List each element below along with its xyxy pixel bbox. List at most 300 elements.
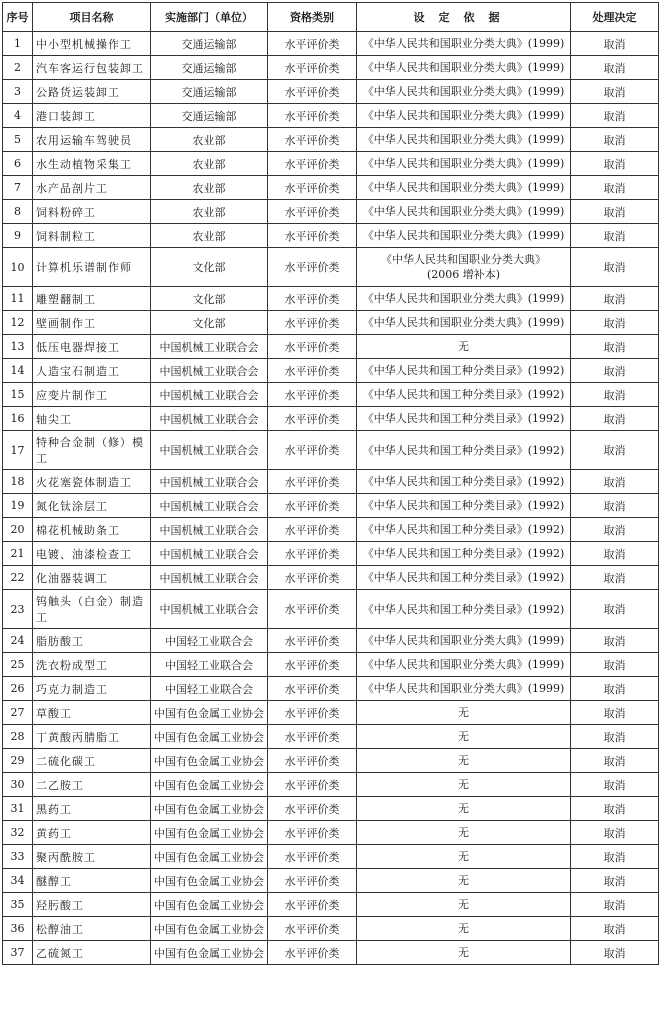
basis-text: 《中华人民共和国职业分类大典》(1999) (362, 133, 565, 146)
cell-qualification-type: 水平评价类 (268, 917, 357, 941)
cell-qualification-type: 水平评价类 (268, 311, 357, 335)
cell-basis (357, 407, 571, 431)
table-row (3, 821, 659, 845)
cell-basis (357, 542, 571, 566)
cell-qualification-type: 水平评价类 (268, 470, 357, 494)
cell-qualification-type: 水平评价类 (268, 494, 357, 518)
cell-no: 17 (3, 431, 33, 470)
cell-no: 32 (3, 821, 33, 845)
cell-no: 23 (3, 590, 33, 629)
cell-project-name: 壁画制作工 (33, 311, 151, 335)
basis-text: 《中华人民共和国职业分类大典》(1999) (362, 85, 565, 98)
cell-department: 农业部 (151, 176, 268, 200)
cell-qualification-type: 水平评价类 (268, 80, 357, 104)
cell-department: 中国机械工业联合会 (151, 383, 268, 407)
table-row (3, 893, 659, 917)
table-row (3, 407, 659, 431)
table-row (3, 869, 659, 893)
cell-decision: 取消 (571, 590, 659, 629)
basis-text: 《中华人民共和国工种分类目录》(1992) (362, 412, 565, 425)
cell-project-name: 低压电器焊接工 (33, 335, 151, 359)
table-row (3, 797, 659, 821)
cell-basis (357, 359, 571, 383)
cell-qualification-type: 水平评价类 (268, 104, 357, 128)
cell-qualification-type: 水平评价类 (268, 335, 357, 359)
cell-qualification-type: 水平评价类 (268, 821, 357, 845)
table-row (3, 470, 659, 494)
cell-basis (357, 152, 571, 176)
cell-project-name: 氮化钛涂层工 (33, 494, 151, 518)
cell-decision: 取消 (571, 749, 659, 773)
table-row (3, 749, 659, 773)
cell-no: 26 (3, 677, 33, 701)
table-row (3, 590, 659, 629)
basis-text: 无 (458, 874, 469, 887)
cell-decision: 取消 (571, 311, 659, 335)
cell-qualification-type: 水平评价类 (268, 287, 357, 311)
cell-project-name: 乙硫氮工 (33, 941, 151, 965)
cell-department: 中国机械工业联合会 (151, 335, 268, 359)
table-row (3, 56, 659, 80)
cell-department: 文化部 (151, 287, 268, 311)
basis-text: 无 (458, 730, 469, 743)
cell-basis (357, 287, 571, 311)
cell-no: 21 (3, 542, 33, 566)
basis-text: 《中华人民共和国工种分类目录》(1992) (362, 475, 565, 488)
cell-no: 8 (3, 200, 33, 224)
cell-decision: 取消 (571, 407, 659, 431)
cell-department: 中国机械工业联合会 (151, 590, 268, 629)
cell-project-name: 汽车客运行包装卸工 (33, 56, 151, 80)
cell-department: 交通运输部 (151, 56, 268, 80)
cell-project-name: 雕塑翻制工 (33, 287, 151, 311)
header-no: 序号 (3, 3, 33, 32)
cell-department: 中国有色金属工业协会 (151, 797, 268, 821)
cell-basis (357, 176, 571, 200)
cell-project-name: 化油器装调工 (33, 566, 151, 590)
cell-department: 农业部 (151, 128, 268, 152)
cell-project-name: 人造宝石制造工 (33, 359, 151, 383)
cell-basis (357, 470, 571, 494)
cell-project-name: 黄药工 (33, 821, 151, 845)
table-row (3, 701, 659, 725)
cell-qualification-type: 水平评价类 (268, 677, 357, 701)
cell-project-name: 计算机乐谱制作师 (33, 248, 151, 287)
cell-project-name: 应变片制作工 (33, 383, 151, 407)
table-header-row (3, 3, 659, 32)
cell-no: 31 (3, 797, 33, 821)
basis-text: 《中华人民共和国工种分类目录》(1992) (362, 499, 565, 512)
cell-qualification-type: 水平评价类 (268, 797, 357, 821)
cell-basis (357, 248, 571, 287)
cell-basis (357, 311, 571, 335)
cell-decision: 取消 (571, 917, 659, 941)
cell-no: 13 (3, 335, 33, 359)
cell-no: 1 (3, 32, 33, 56)
basis-text: 《中华人民共和国职业分类大典》(1999) (362, 181, 565, 194)
cell-project-name: 二乙胺工 (33, 773, 151, 797)
basis-text: 《中华人民共和国工种分类目录》(1992) (362, 364, 565, 377)
cell-department: 中国有色金属工业协会 (151, 749, 268, 773)
basis-text: 无 (458, 802, 469, 815)
cell-project-name: 巧克力制造工 (33, 677, 151, 701)
cell-no: 36 (3, 917, 33, 941)
cell-qualification-type: 水平评价类 (268, 383, 357, 407)
table-row (3, 773, 659, 797)
cell-decision: 取消 (571, 431, 659, 470)
cell-decision: 取消 (571, 821, 659, 845)
cell-project-name: 聚丙酰胺工 (33, 845, 151, 869)
cell-qualification-type: 水平评价类 (268, 248, 357, 287)
table-row (3, 80, 659, 104)
table-row (3, 176, 659, 200)
table-row (3, 653, 659, 677)
cell-department: 中国轻工业联合会 (151, 677, 268, 701)
cell-department: 中国轻工业联合会 (151, 653, 268, 677)
cell-project-name: 草酸工 (33, 701, 151, 725)
cell-department: 中国轻工业联合会 (151, 629, 268, 653)
basis-text: 无 (458, 706, 469, 719)
cell-no: 34 (3, 869, 33, 893)
cell-qualification-type: 水平评价类 (268, 566, 357, 590)
basis-text: 《中华人民共和国工种分类目录》(1992) (362, 547, 565, 560)
basis-text: 《中华人民共和国职业分类大典》(1999) (362, 658, 565, 671)
basis-text: 无 (458, 340, 469, 353)
basis-text: 《中华人民共和国职业分类大典》 (2006 增补本) (381, 253, 546, 281)
cell-basis (357, 893, 571, 917)
basis-text: 《中华人民共和国职业分类大典》(1999) (362, 205, 565, 218)
cell-basis (357, 797, 571, 821)
cell-no: 20 (3, 518, 33, 542)
basis-text: 无 (458, 778, 469, 791)
basis-text: 《中华人民共和国工种分类目录》(1992) (362, 523, 565, 536)
cell-department: 农业部 (151, 200, 268, 224)
cell-qualification-type: 水平评价类 (268, 653, 357, 677)
cell-qualification-type: 水平评价类 (268, 128, 357, 152)
qualification-table (2, 2, 659, 965)
basis-text: 《中华人民共和国职业分类大典》(1999) (362, 109, 565, 122)
cell-basis (357, 869, 571, 893)
cell-decision: 取消 (571, 893, 659, 917)
cell-decision: 取消 (571, 629, 659, 653)
cell-qualification-type: 水平评价类 (268, 941, 357, 965)
table-row (3, 104, 659, 128)
cell-no: 4 (3, 104, 33, 128)
cell-decision: 取消 (571, 518, 659, 542)
cell-decision: 取消 (571, 383, 659, 407)
cell-project-name: 脂肪酸工 (33, 629, 151, 653)
cell-decision: 取消 (571, 677, 659, 701)
table-row (3, 629, 659, 653)
cell-project-name: 饲料粉碎工 (33, 200, 151, 224)
cell-basis (357, 104, 571, 128)
cell-decision: 取消 (571, 845, 659, 869)
cell-qualification-type: 水平评价类 (268, 407, 357, 431)
table-row (3, 32, 659, 56)
cell-no: 16 (3, 407, 33, 431)
header-decision: 处理决定 (571, 3, 659, 32)
cell-no: 14 (3, 359, 33, 383)
cell-department: 中国机械工业联合会 (151, 470, 268, 494)
cell-project-name: 轴尖工 (33, 407, 151, 431)
table-row (3, 152, 659, 176)
cell-basis (357, 773, 571, 797)
cell-no: 25 (3, 653, 33, 677)
cell-project-name: 洗衣粉成型工 (33, 653, 151, 677)
cell-decision: 取消 (571, 470, 659, 494)
table-row (3, 494, 659, 518)
basis-text: 无 (458, 946, 469, 959)
cell-project-name: 丁黄酸丙腈脂工 (33, 725, 151, 749)
cell-basis (357, 32, 571, 56)
cell-project-name: 钨触头（白金）制造工 (33, 590, 151, 629)
cell-project-name: 羟肟酸工 (33, 893, 151, 917)
cell-basis (357, 383, 571, 407)
basis-text: 《中华人民共和国职业分类大典》(1999) (362, 157, 565, 170)
cell-decision: 取消 (571, 104, 659, 128)
cell-decision: 取消 (571, 653, 659, 677)
cell-qualification-type: 水平评价类 (268, 224, 357, 248)
cell-department: 交通运输部 (151, 32, 268, 56)
cell-department: 交通运输部 (151, 80, 268, 104)
cell-department: 文化部 (151, 248, 268, 287)
cell-decision: 取消 (571, 335, 659, 359)
cell-qualification-type: 水平评价类 (268, 773, 357, 797)
cell-project-name: 中小型机械操作工 (33, 32, 151, 56)
cell-qualification-type: 水平评价类 (268, 590, 357, 629)
cell-project-name: 港口装卸工 (33, 104, 151, 128)
basis-text: 《中华人民共和国工种分类目录》(1992) (362, 388, 565, 401)
cell-decision: 取消 (571, 797, 659, 821)
cell-basis (357, 749, 571, 773)
cell-basis (357, 200, 571, 224)
cell-project-name: 电镀、油漆检查工 (33, 542, 151, 566)
cell-no: 24 (3, 629, 33, 653)
cell-basis (357, 128, 571, 152)
cell-qualification-type: 水平评价类 (268, 176, 357, 200)
cell-basis (357, 821, 571, 845)
cell-qualification-type: 水平评价类 (268, 200, 357, 224)
cell-decision: 取消 (571, 32, 659, 56)
cell-no: 3 (3, 80, 33, 104)
cell-decision: 取消 (571, 773, 659, 797)
cell-decision: 取消 (571, 542, 659, 566)
cell-qualification-type: 水平评价类 (268, 359, 357, 383)
cell-department: 交通运输部 (151, 104, 268, 128)
basis-text: 无 (458, 754, 469, 767)
cell-no: 7 (3, 176, 33, 200)
cell-department: 文化部 (151, 311, 268, 335)
cell-decision: 取消 (571, 200, 659, 224)
cell-basis (357, 335, 571, 359)
cell-qualification-type: 水平评价类 (268, 749, 357, 773)
cell-department: 中国机械工业联合会 (151, 431, 268, 470)
table-row (3, 542, 659, 566)
basis-text: 无 (458, 826, 469, 839)
cell-department: 中国有色金属工业协会 (151, 773, 268, 797)
cell-project-name: 二硫化碳工 (33, 749, 151, 773)
table-row (3, 335, 659, 359)
table-row (3, 941, 659, 965)
cell-no: 6 (3, 152, 33, 176)
cell-basis (357, 224, 571, 248)
cell-no: 37 (3, 941, 33, 965)
cell-department: 农业部 (151, 152, 268, 176)
header-basis: 设定依据 (357, 3, 571, 32)
cell-decision: 取消 (571, 80, 659, 104)
cell-qualification-type: 水平评价类 (268, 869, 357, 893)
cell-qualification-type: 水平评价类 (268, 542, 357, 566)
cell-basis (357, 80, 571, 104)
cell-basis (357, 494, 571, 518)
table-row (3, 383, 659, 407)
basis-text: 《中华人民共和国职业分类大典》(1999) (362, 37, 565, 50)
cell-department: 中国机械工业联合会 (151, 407, 268, 431)
basis-text: 无 (458, 898, 469, 911)
basis-text: 无 (458, 922, 469, 935)
cell-basis (357, 701, 571, 725)
cell-qualification-type: 水平评价类 (268, 629, 357, 653)
cell-no: 22 (3, 566, 33, 590)
cell-decision: 取消 (571, 869, 659, 893)
cell-qualification-type: 水平评价类 (268, 32, 357, 56)
cell-project-name: 水产品剖片工 (33, 176, 151, 200)
cell-department: 中国有色金属工业协会 (151, 941, 268, 965)
cell-project-name: 棉花机械助条工 (33, 518, 151, 542)
table-row (3, 917, 659, 941)
cell-project-name: 火花塞瓷体制造工 (33, 470, 151, 494)
table-row (3, 128, 659, 152)
cell-qualification-type: 水平评价类 (268, 152, 357, 176)
table-row (3, 224, 659, 248)
cell-qualification-type: 水平评价类 (268, 518, 357, 542)
cell-department: 中国有色金属工业协会 (151, 725, 268, 749)
cell-department: 中国机械工业联合会 (151, 518, 268, 542)
table-row (3, 566, 659, 590)
cell-basis (357, 941, 571, 965)
cell-decision: 取消 (571, 566, 659, 590)
cell-qualification-type: 水平评价类 (268, 725, 357, 749)
cell-no: 12 (3, 311, 33, 335)
cell-decision: 取消 (571, 359, 659, 383)
cell-no: 30 (3, 773, 33, 797)
table-row (3, 845, 659, 869)
cell-decision: 取消 (571, 287, 659, 311)
cell-no: 15 (3, 383, 33, 407)
cell-decision: 取消 (571, 176, 659, 200)
cell-qualification-type: 水平评价类 (268, 431, 357, 470)
cell-department: 中国机械工业联合会 (151, 542, 268, 566)
cell-qualification-type: 水平评价类 (268, 701, 357, 725)
cell-department: 中国有色金属工业协会 (151, 869, 268, 893)
cell-no: 9 (3, 224, 33, 248)
cell-decision: 取消 (571, 701, 659, 725)
cell-department: 中国有色金属工业协会 (151, 917, 268, 941)
basis-text: 无 (458, 850, 469, 863)
cell-no: 5 (3, 128, 33, 152)
cell-basis (357, 677, 571, 701)
basis-text: 《中华人民共和国职业分类大典》(1999) (362, 292, 565, 305)
header-dept: 实施部门（单位） (151, 3, 268, 32)
cell-department: 中国有色金属工业协会 (151, 893, 268, 917)
cell-project-name: 黑药工 (33, 797, 151, 821)
basis-text: 《中华人民共和国工种分类目录》(1992) (362, 602, 565, 616)
cell-department: 中国有色金属工业协会 (151, 845, 268, 869)
cell-decision: 取消 (571, 248, 659, 287)
table-row (3, 359, 659, 383)
basis-text: 《中华人民共和国职业分类大典》(1999) (362, 316, 565, 329)
cell-project-name: 松醇油工 (33, 917, 151, 941)
table-row (3, 200, 659, 224)
cell-basis (357, 629, 571, 653)
basis-text: 《中华人民共和国职业分类大典》(1999) (362, 634, 565, 647)
cell-no: 29 (3, 749, 33, 773)
cell-decision: 取消 (571, 494, 659, 518)
basis-text: 《中华人民共和国职业分类大典》(1999) (362, 229, 565, 242)
basis-text: 《中华人民共和国职业分类大典》(1999) (362, 682, 565, 695)
cell-department: 中国机械工业联合会 (151, 566, 268, 590)
cell-qualification-type: 水平评价类 (268, 56, 357, 80)
cell-project-name: 醚醇工 (33, 869, 151, 893)
cell-no: 27 (3, 701, 33, 725)
cell-project-name: 水生动植物采集工 (33, 152, 151, 176)
cell-project-name: 特种合金制（修）模工 (33, 431, 151, 470)
cell-department: 中国机械工业联合会 (151, 359, 268, 383)
cell-no: 19 (3, 494, 33, 518)
table-row (3, 518, 659, 542)
table-row (3, 287, 659, 311)
cell-decision: 取消 (571, 56, 659, 80)
cell-basis (357, 725, 571, 749)
cell-no: 28 (3, 725, 33, 749)
cell-decision: 取消 (571, 152, 659, 176)
cell-qualification-type: 水平评价类 (268, 845, 357, 869)
cell-department: 农业部 (151, 224, 268, 248)
cell-basis (357, 431, 571, 470)
cell-decision: 取消 (571, 941, 659, 965)
cell-no: 2 (3, 56, 33, 80)
table-row (3, 677, 659, 701)
cell-basis (357, 56, 571, 80)
header-type: 资格类别 (268, 3, 357, 32)
cell-project-name: 农用运输车驾驶员 (33, 128, 151, 152)
table-row (3, 248, 659, 287)
cell-decision: 取消 (571, 128, 659, 152)
table-row (3, 311, 659, 335)
header-name: 项目名称 (33, 3, 151, 32)
cell-decision: 取消 (571, 224, 659, 248)
cell-department: 中国有色金属工业协会 (151, 821, 268, 845)
cell-project-name: 公路货运装卸工 (33, 80, 151, 104)
cell-department: 中国机械工业联合会 (151, 494, 268, 518)
cell-no: 33 (3, 845, 33, 869)
cell-basis (357, 518, 571, 542)
cell-basis (357, 590, 571, 629)
basis-text: 《中华人民共和国职业分类大典》(1999) (362, 61, 565, 74)
cell-no: 35 (3, 893, 33, 917)
cell-no: 10 (3, 248, 33, 287)
cell-basis (357, 653, 571, 677)
cell-no: 11 (3, 287, 33, 311)
cell-basis (357, 845, 571, 869)
table-row (3, 725, 659, 749)
basis-text: 《中华人民共和国工种分类目录》(1992) (362, 571, 565, 584)
cell-no: 18 (3, 470, 33, 494)
basis-text: 《中华人民共和国工种分类目录》(1992) (362, 443, 565, 457)
table-row (3, 431, 659, 470)
cell-project-name: 饲料制粒工 (33, 224, 151, 248)
cell-department: 中国有色金属工业协会 (151, 701, 268, 725)
